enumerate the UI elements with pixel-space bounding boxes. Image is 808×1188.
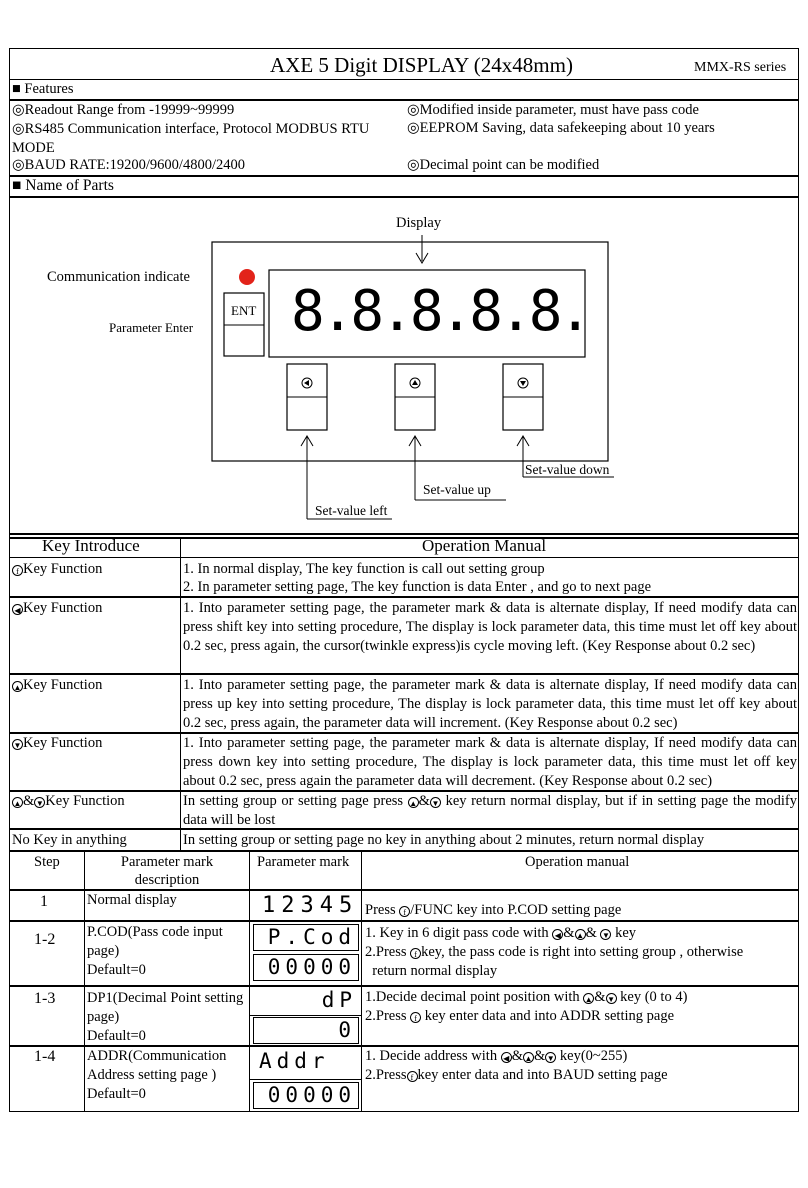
up-key-icon: ▲	[576, 931, 585, 940]
param-mark-display: dP	[321, 988, 357, 1012]
ent-label: ENT	[231, 303, 257, 318]
param-data-display: 00000	[253, 954, 359, 981]
key-row-up-label	[12, 676, 102, 694]
communication-led	[239, 269, 255, 285]
key-row-nokey-label: No Key in anything	[12, 832, 127, 848]
feature-item: ◎Modified inside parameter, must have pass code	[407, 102, 699, 118]
step-desc: P.COD(Pass code input page) Default=0	[87, 924, 223, 978]
down-key-icon: ▼	[431, 799, 440, 808]
param-mark-display: Addr	[259, 1049, 330, 1073]
param-mark-display: 12345	[262, 893, 359, 918]
feature-item: ◎BAUD RATE:19200/9600/4800/2400	[12, 157, 245, 173]
step-desc: DP1(Decimal Point setting page) Default=0	[87, 990, 244, 1044]
text-b: key return normal display, but if in setting page the modify data will be lost	[183, 793, 798, 828]
key-name: Key Function	[23, 561, 103, 577]
key-row-func-label	[12, 560, 102, 578]
func-icon: f	[399, 906, 410, 917]
key-name: Key Function	[23, 735, 103, 751]
up-key-icon: ▲	[524, 1054, 533, 1063]
key-row-up-text: 1. Into parameter setting page, the parameter mark & data is alternate display, If need modify data can press up key into setting procedure, The display is lock parameter data, this time must let off key about 0.2 sec, press again, the parameter data will increment. (Key Response about 0.2 sec)	[183, 677, 797, 731]
step-number: 1-4	[34, 1048, 56, 1065]
key-row-nokey-text: In setting group or setting page no key in anything about 2 minutes, return normal display	[183, 832, 705, 848]
manual-c: 2.Press	[365, 1008, 407, 1024]
text-a: In setting group or setting page press	[183, 793, 404, 809]
step-manual: 1. Decide address with ◀ & ▲ & ▼ key(0~255) 2.Press f key enter data and into BAUD setting page	[365, 1048, 668, 1083]
parts-heading-text: Name of Parts	[25, 177, 114, 194]
features-heading-text: Features	[24, 81, 74, 97]
func-icon: f	[410, 948, 421, 959]
manual-b: /FUNC key into P.COD setting page	[410, 902, 622, 918]
set-down-label: Set-value down	[525, 462, 610, 477]
up-key-icon: ▲	[13, 799, 22, 808]
series-label: MMX-RS series	[694, 60, 787, 75]
key-name: Key Function	[23, 677, 103, 693]
manual-col-header: Operation manual	[525, 854, 630, 870]
set-left-label: Set-value left	[315, 503, 388, 518]
param-data-display: 00000	[253, 1082, 359, 1109]
feature-item: ◎Decimal point can be modified	[407, 157, 600, 173]
step-number: 1-2	[34, 931, 56, 948]
key-row-left-text: 1. Into parameter setting page, the parameter mark & data is alternate display, If need modify data can press shift key into setting procedure, The display is lock parameter data, this time must let off key about 0.2 sec, press again, the cursor(twinkle express)is cycle moving left. (Key Response about 0.2 sec)	[183, 600, 797, 654]
func-icon: f	[407, 1071, 418, 1082]
down-key-icon: ▼	[602, 931, 610, 940]
key-col-header: Key Introduce	[42, 536, 140, 555]
step-number: 1	[40, 893, 48, 910]
key-row-down-label	[12, 734, 102, 752]
key-name: Key Function	[45, 793, 125, 809]
up-key-icon: ▲	[584, 995, 593, 1004]
key-name: Key Function	[23, 600, 103, 616]
down-key-icon: ▼	[35, 799, 44, 808]
device-body	[212, 242, 608, 461]
step-desc: ADDR(Communication Address setting page ) Default=0	[87, 1048, 227, 1102]
manual-a: 1. Key in 6 digit pass code with	[365, 925, 549, 941]
key-row-updown-label: ▲ & ▼ Key Function	[13, 793, 125, 809]
step-manual: 1. Key in 6 digit pass code with ◀ & ▲ & ▼ key 2.Press f key, the pass code is right into setting group , otherwise return normal display	[365, 925, 744, 979]
desc-col-header: Parameter mark description	[120, 854, 214, 888]
manual-c: 2.Press	[365, 944, 407, 960]
parts-diagram	[9, 197, 799, 532]
down-key-icon: ▼	[13, 741, 22, 750]
key-row-func-text: 1. In normal display, The key function is call out setting group 2. In parameter setting page, The key function is data Enter , and go to next page	[183, 561, 652, 595]
manual-col-header: Operation Manual	[422, 536, 547, 555]
step-manual: 1.Decide decimal point position with ▲ & ▼ key (0 to 4) 2.Press f key enter data and into ADDR setting page	[365, 989, 688, 1024]
key-row-down-text: 1. Into parameter setting page, the parameter mark & data is alternate display, If need modify data can press down key into setting procedure, The display is lock parameter data, this time must let off key about 0.2 sec, press again the parameter data will decrement. (Key Response about 0.2 sec)	[183, 735, 797, 789]
down-key-icon: ▼	[607, 995, 615, 1004]
key-row-updown-text: In setting group or setting page press ▲ & ▼ key return normal display, but if in setting page the modify data will be lost	[183, 793, 798, 828]
feature-item: ◎RS485 Communication interface, Protocol MODBUS RTU MODE	[12, 121, 370, 156]
mark-col-header: Parameter mark	[257, 854, 350, 870]
parts-heading: ■ Name of Parts	[12, 177, 114, 194]
step-number: 1-3	[34, 990, 56, 1007]
manual-a: Press	[365, 902, 396, 918]
func-icon: f	[410, 1012, 421, 1023]
up-key-icon: ▲	[13, 683, 22, 692]
manual-a: 1. Decide address with	[365, 1048, 498, 1064]
left-key-icon: ◀	[552, 929, 563, 940]
down-key-icon: ▼	[546, 1054, 555, 1063]
up-key-icon: ▲	[409, 799, 418, 808]
page-title: AXE 5 Digit DISPLAY (24x48mm)	[270, 53, 573, 77]
feature-item: ◎Readout Range from -19999~99999	[12, 102, 235, 118]
left-key-icon: ◀	[12, 604, 23, 615]
manual-c: 2.Press	[365, 1067, 407, 1083]
param-data-display: 0	[253, 1017, 359, 1044]
manual-d: key enter data and into BAUD setting page	[417, 1067, 668, 1083]
step-col-header: Step	[34, 854, 60, 870]
set-up-label: Set-value up	[423, 482, 491, 497]
manual-e: return normal display	[372, 963, 498, 979]
manual-d: key enter data and into ADDR setting page	[424, 1008, 675, 1024]
manual-b: key(0~255)	[559, 1048, 628, 1064]
func-icon: f	[12, 565, 23, 576]
left-key-icon: ◀	[501, 1052, 512, 1063]
step-desc: Normal display	[87, 892, 177, 908]
communication-label: Communication indicate	[47, 269, 190, 285]
step-manual	[365, 901, 797, 919]
seven-seg-digits: 8.8.8.8.8.	[291, 279, 589, 344]
key-row-left-label	[12, 599, 102, 617]
display-label: Display	[396, 215, 442, 231]
manual-b: key (0 to 4)	[620, 989, 688, 1005]
manual-a: 1.Decide decimal point position with	[365, 989, 580, 1005]
manual-b: key	[615, 925, 637, 941]
param-mark-display: P.Cod	[253, 924, 359, 951]
manual-d: key, the pass code is right into setting group , otherwise	[421, 944, 744, 960]
parameter-enter-label: Parameter Enter	[109, 320, 194, 335]
features-heading: ■ Features	[12, 81, 74, 97]
feature-item: ◎EEPROM Saving, data safekeeping about 10 years	[407, 120, 715, 136]
